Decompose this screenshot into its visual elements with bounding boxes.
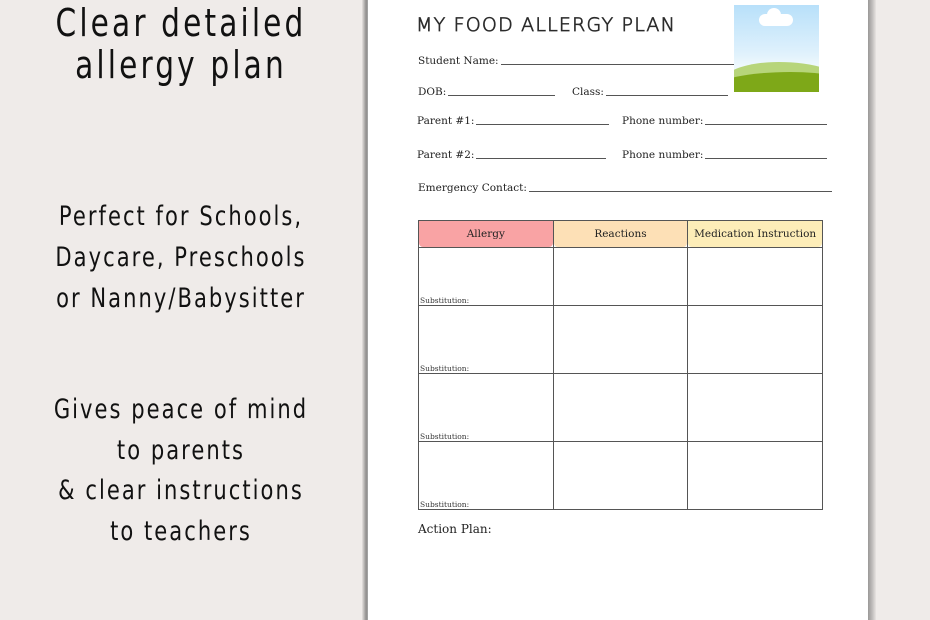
emergency-contact-field[interactable] (418, 182, 832, 194)
page-shadow-right (868, 0, 876, 620)
promo-audience-text (40, 196, 322, 319)
medication-header-fill: Medication Instruction (688, 221, 822, 247)
promo-heading (40, 2, 322, 86)
reactions-cell[interactable] (553, 248, 688, 306)
parent2-field[interactable] (417, 149, 606, 161)
substitution-label: Substitution: (420, 500, 470, 509)
medication-cell[interactable] (688, 374, 823, 442)
table-row (419, 248, 823, 306)
medication-cell[interactable] (688, 442, 823, 510)
parent1-field[interactable] (417, 115, 609, 127)
promo-audience-line: Perfect for Schools, (58, 201, 304, 232)
allergy-header-fill: Allergy (419, 221, 553, 247)
document-title (416, 14, 676, 36)
dob-line[interactable] (448, 95, 555, 96)
class-line[interactable] (606, 95, 728, 96)
landscape-image-icon[interactable] (734, 5, 819, 92)
student-name-line[interactable] (501, 64, 734, 65)
hill-dark-shape (734, 72, 819, 92)
student-name-label: Student Name: (418, 55, 499, 67)
medication-cell[interactable] (688, 248, 823, 306)
class-field[interactable] (572, 86, 728, 98)
reactions-cell[interactable] (553, 374, 688, 442)
reactions-header-fill: Reactions (554, 221, 688, 247)
allergy-cell[interactable] (419, 442, 554, 510)
dob-label: DOB: (418, 86, 447, 98)
promo-benefit-line: Gives peace of mind (53, 394, 309, 425)
action-plan-label: Action Plan: (418, 522, 492, 536)
allergy-cell[interactable] (419, 374, 554, 442)
table-row (419, 306, 823, 374)
dob-field[interactable] (418, 86, 555, 98)
parent2-line[interactable] (476, 158, 606, 159)
promo-audience-line: or Nanny/Babysitter (56, 283, 306, 314)
column-header-allergy (419, 221, 554, 248)
emergency-contact-label: Emergency Contact: (418, 182, 527, 194)
promo-benefit-text (40, 390, 322, 552)
document-title-text: MY FOOD ALLERGY PLAN (416, 14, 677, 36)
table-row (419, 374, 823, 442)
allergy-cell[interactable] (419, 306, 554, 374)
substitution-label: Substitution: (420, 296, 470, 305)
promo-benefit-line: to teachers (110, 515, 252, 547)
reactions-cell[interactable] (553, 306, 688, 374)
promo-heading-line: allergy plan (75, 43, 287, 87)
student-name-field[interactable] (418, 55, 734, 67)
phone2-field[interactable] (622, 149, 827, 161)
column-header-reactions (553, 221, 688, 248)
phone2-line[interactable] (705, 158, 827, 159)
medication-cell[interactable] (688, 306, 823, 374)
phone2-label: Phone number: (622, 149, 704, 161)
phone1-line[interactable] (705, 124, 827, 125)
promo-audience-line: Daycare, Preschools (55, 242, 307, 273)
parent2-label: Parent #2: (417, 149, 475, 161)
promo-benefit-line: to parents (116, 434, 246, 466)
emergency-contact-line[interactable] (529, 191, 832, 192)
substitution-label: Substitution: (420, 432, 470, 441)
promo-benefit-line: & clear instructions (58, 475, 304, 506)
allergy-table (418, 220, 823, 510)
class-label: Class: (572, 86, 604, 98)
allergy-plan-document (368, 0, 868, 620)
phone1-field[interactable] (622, 115, 827, 127)
parent1-label: Parent #1: (417, 115, 475, 127)
column-header-medication (688, 221, 823, 248)
parent1-line[interactable] (476, 124, 609, 125)
allergy-cell[interactable] (419, 248, 554, 306)
table-row (419, 442, 823, 510)
promo-heading-line: Clear detailed (55, 1, 307, 45)
reactions-cell[interactable] (553, 442, 688, 510)
table-header-row (419, 221, 823, 248)
phone1-label: Phone number: (622, 115, 704, 127)
cloud-shape (759, 14, 793, 26)
substitution-label: Substitution: (420, 364, 470, 373)
